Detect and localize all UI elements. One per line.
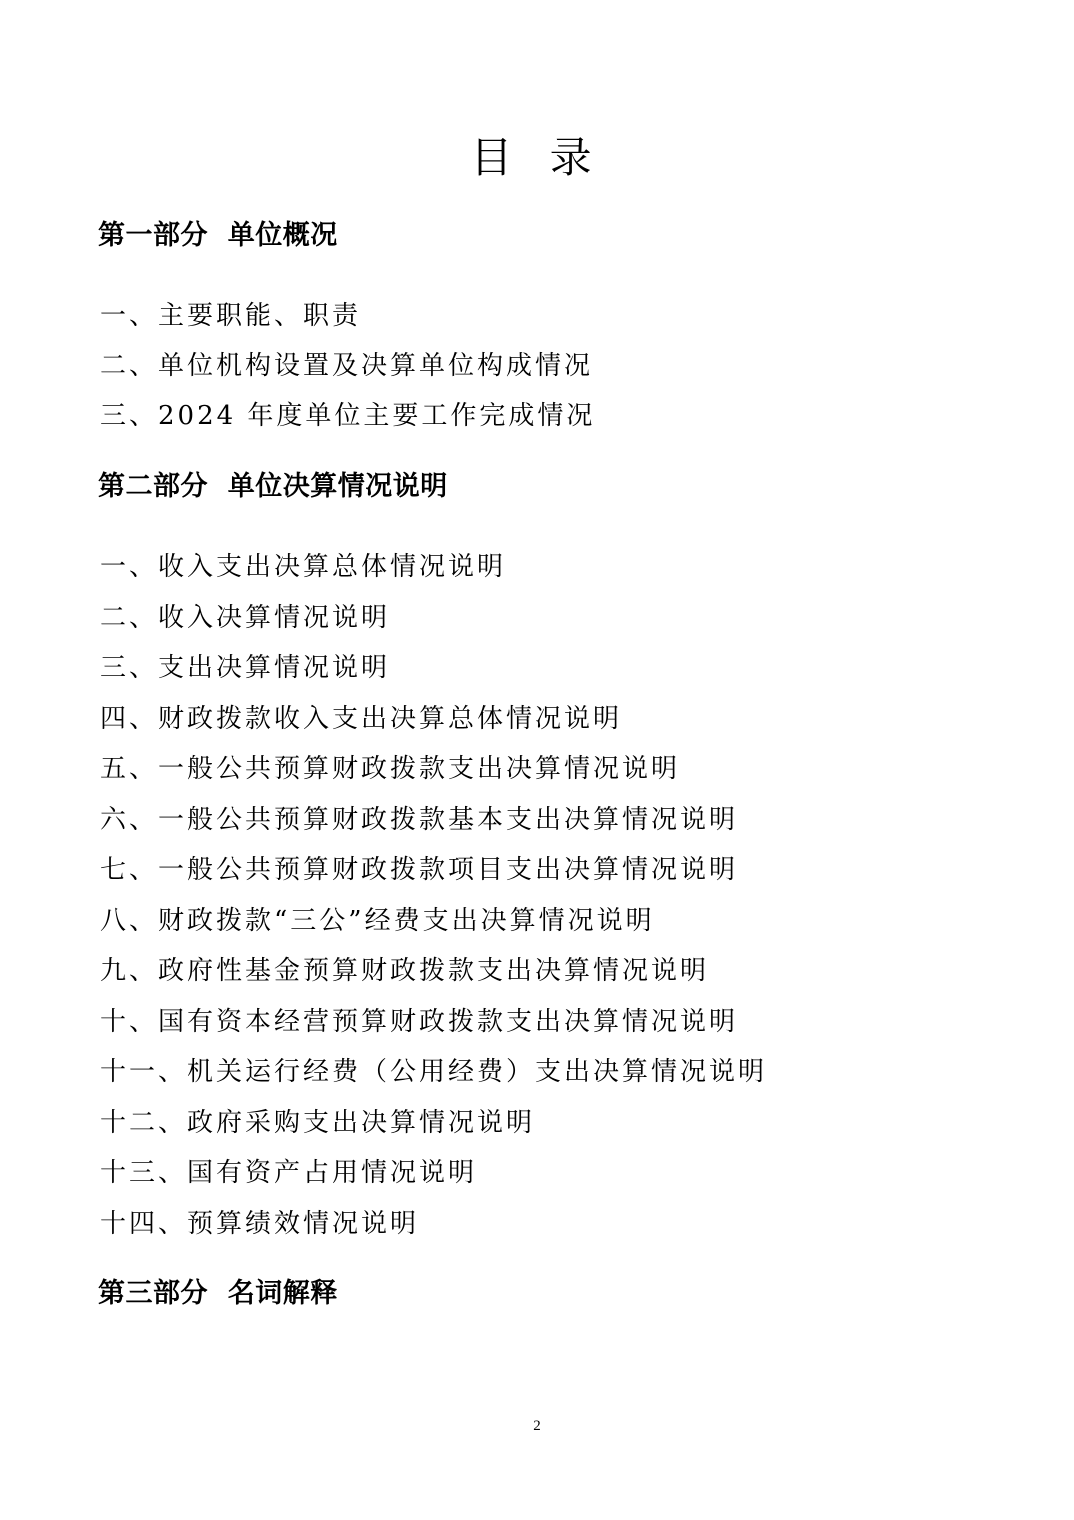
section-heading-part-1: 第一部分 单位概况 — [98, 220, 338, 251]
toc-item: 十四、预算绩效情况说明 — [100, 1209, 420, 1239]
toc-item: 七、一般公共预算财政拨款项目支出决算情况说明 — [100, 855, 739, 885]
toc-item: 十一、机关运行经费（公用经费）支出决算情况说明 — [100, 1057, 768, 1087]
toc-item: 九、政府性基金预算财政拨款支出决算情况说明 — [100, 956, 710, 986]
page-title: 目 录 — [470, 133, 604, 182]
section-heading-part-3: 第三部分 名词解释 — [98, 1278, 338, 1309]
toc-item: 三、2024 年度单位主要工作完成情况 — [100, 401, 596, 431]
toc-item: 四、财政拨款收入支出决算总体情况说明 — [100, 704, 623, 734]
section-heading-part-2: 第二部分 单位决算情况说明 — [98, 471, 448, 502]
toc-item: 一、主要职能、职责 — [100, 301, 362, 331]
toc-item: 一、收入支出决算总体情况说明 — [100, 552, 507, 582]
toc-item: 二、单位机构设置及决算单位构成情况 — [100, 351, 594, 381]
toc-item: 十、国有资本经营预算财政拨款支出决算情况说明 — [100, 1007, 739, 1037]
toc-item: 三、支出决算情况说明 — [100, 653, 391, 683]
page-number: 2 — [533, 1418, 541, 1434]
toc-item: 十二、政府采购支出决算情况说明 — [100, 1108, 536, 1138]
toc-item: 八、财政拨款“三公”经费支出决算情况说明 — [100, 906, 655, 936]
toc-item: 十三、国有资产占用情况说明 — [100, 1158, 478, 1188]
toc-item: 二、收入决算情况说明 — [100, 603, 391, 633]
toc-item: 六、一般公共预算财政拨款基本支出决算情况说明 — [100, 805, 739, 835]
toc-item: 五、一般公共预算财政拨款支出决算情况说明 — [100, 754, 681, 784]
